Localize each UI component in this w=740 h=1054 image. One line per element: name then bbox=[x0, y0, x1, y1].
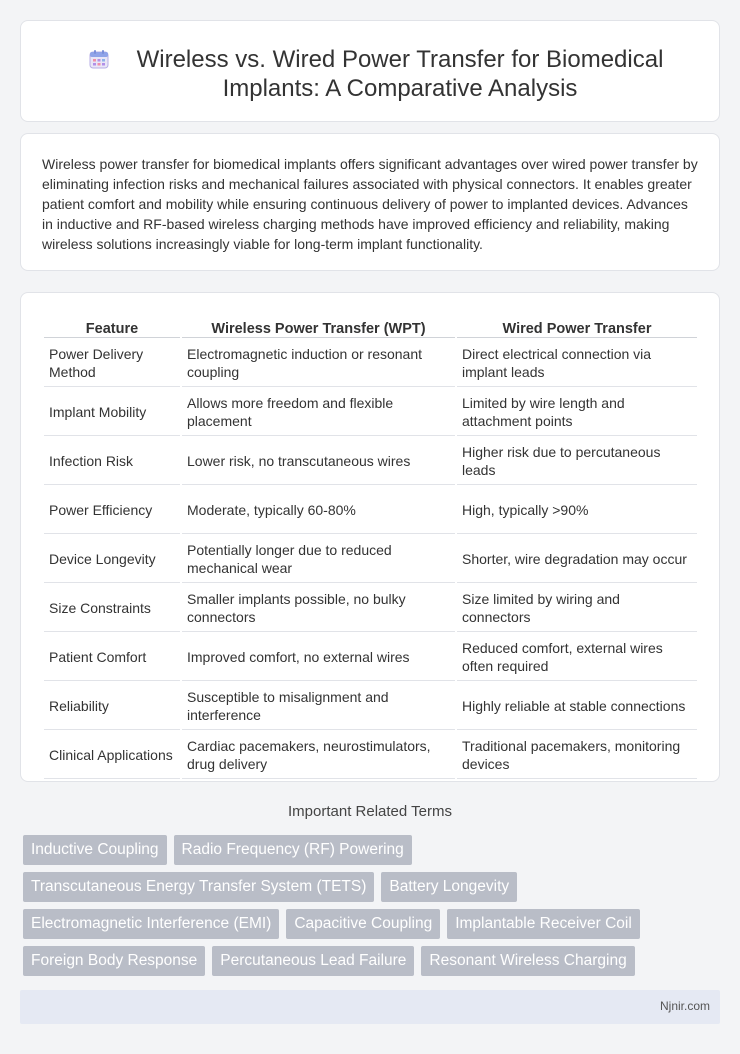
wired-cell: Direct electrical connection via implant leads bbox=[457, 340, 697, 387]
feature-cell: Size Constraints bbox=[44, 585, 180, 632]
page-title: Wireless vs. Wired Power Transfer for Biomedical Implants: A Comparative Analysis bbox=[136, 46, 664, 102]
related-term-tag[interactable]: Battery Longevity bbox=[381, 872, 517, 902]
related-term-tag[interactable]: Transcutaneous Energy Transfer System (TETS) bbox=[23, 872, 374, 902]
wired-cell: High, typically >90% bbox=[457, 487, 697, 534]
table-row bbox=[44, 438, 697, 485]
table-header-row bbox=[44, 316, 697, 338]
related-term-tag[interactable]: Inductive Coupling bbox=[23, 835, 167, 865]
wireless-cell: Susceptible to misalignment and interference bbox=[182, 683, 455, 730]
related-term-tag[interactable]: Foreign Body Response bbox=[23, 946, 205, 976]
feature-cell: Implant Mobility bbox=[44, 389, 180, 436]
table-row bbox=[44, 585, 697, 632]
calendar-icon bbox=[89, 49, 109, 69]
comparison-table bbox=[42, 314, 699, 781]
footer-site-link[interactable]: Njnir.com bbox=[659, 999, 710, 1013]
header-wireless: Wireless Power Transfer (WPT) bbox=[182, 316, 455, 338]
feature-cell: Power Efficiency bbox=[44, 487, 180, 534]
related-terms-heading: Important Related Terms bbox=[288, 803, 452, 820]
related-term-tag[interactable]: Capacitive Coupling bbox=[286, 909, 440, 939]
table-row bbox=[44, 683, 697, 730]
comparison-card bbox=[20, 292, 720, 782]
wireless-cell: Potentially longer due to reduced mechanical wear bbox=[182, 536, 455, 583]
header-feature: Feature bbox=[44, 316, 180, 338]
related-term-tag[interactable]: Resonant Wireless Charging bbox=[421, 946, 634, 976]
feature-cell: Patient Comfort bbox=[44, 634, 180, 681]
feature-cell: Device Longevity bbox=[44, 536, 180, 583]
wired-cell: Shorter, wire degradation may occur bbox=[457, 536, 697, 583]
header-wired: Wired Power Transfer bbox=[457, 316, 697, 338]
wireless-cell: Allows more freedom and flexible placement bbox=[182, 389, 455, 436]
wired-cell: Higher risk due to percutaneous leads bbox=[457, 438, 697, 485]
related-terms-list bbox=[23, 835, 663, 976]
feature-cell: Clinical Applications bbox=[44, 732, 180, 779]
table-row bbox=[44, 732, 697, 779]
wireless-cell: Improved comfort, no external wires bbox=[182, 634, 455, 681]
feature-cell: Power Delivery Method bbox=[44, 340, 180, 387]
related-term-tag[interactable]: Electromagnetic Interference (EMI) bbox=[23, 909, 279, 939]
wired-cell: Traditional pacemakers, monitoring devices bbox=[457, 732, 697, 779]
wireless-cell: Moderate, typically 60-80% bbox=[182, 487, 455, 534]
related-term-tag[interactable]: Percutaneous Lead Failure bbox=[212, 946, 414, 976]
wired-cell: Highly reliable at stable connections bbox=[457, 683, 697, 730]
table-row bbox=[44, 389, 697, 436]
table-row bbox=[44, 340, 697, 387]
wireless-cell: Lower risk, no transcutaneous wires bbox=[182, 438, 455, 485]
wired-cell: Limited by wire length and attachment points bbox=[457, 389, 697, 436]
table-row bbox=[44, 634, 697, 681]
footer bbox=[20, 990, 720, 1024]
wireless-cell: Smaller implants possible, no bulky connectors bbox=[182, 585, 455, 632]
wireless-cell: Electromagnetic induction or resonant coupling bbox=[182, 340, 455, 387]
title-card bbox=[20, 20, 720, 122]
intro-paragraph: Wireless power transfer for biomedical implants offers significant advantages over wired power transfer by eliminating infection risks and mechanical failures associated with physical connectors. It enables greater patient comfort and mobility while ensuring continuous delivery of power to implanted devices. Advances in inductive and RF-based wireless charging methods have improved efficiency and reliability, making wireless solutions increasingly viable for long-term implant functionality. bbox=[42, 156, 698, 252]
feature-cell: Infection Risk bbox=[44, 438, 180, 485]
intro-card bbox=[20, 133, 720, 271]
wireless-cell: Cardiac pacemakers, neurostimulators, drug delivery bbox=[182, 732, 455, 779]
table-row bbox=[44, 536, 697, 583]
related-term-tag[interactable]: Implantable Receiver Coil bbox=[447, 909, 640, 939]
wired-cell: Reduced comfort, external wires often required bbox=[457, 634, 697, 681]
wired-cell: Size limited by wiring and connectors bbox=[457, 585, 697, 632]
related-term-tag[interactable]: Radio Frequency (RF) Powering bbox=[174, 835, 412, 865]
table-row bbox=[44, 487, 697, 534]
feature-cell: Reliability bbox=[44, 683, 180, 730]
